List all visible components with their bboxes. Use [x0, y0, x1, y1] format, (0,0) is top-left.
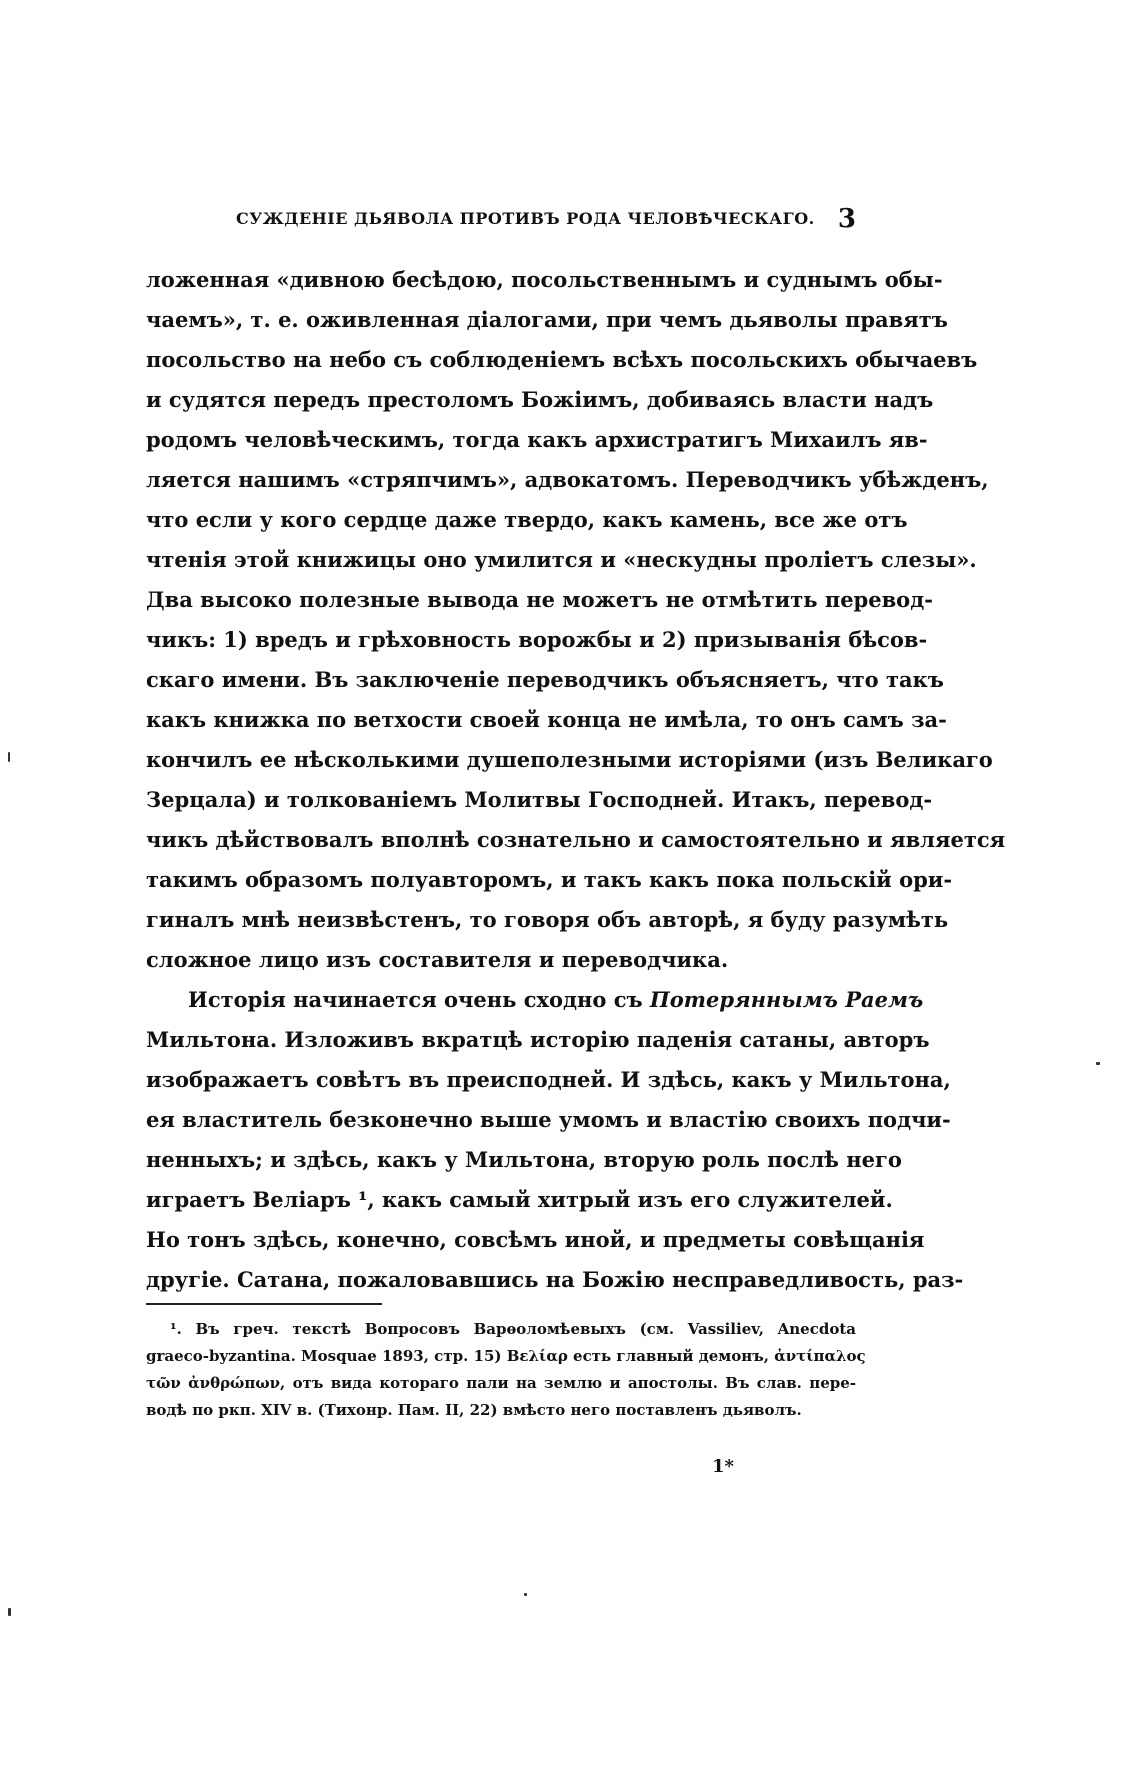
footnote-line: ¹. Въ греч. текстѣ Вопросовъ Варѳоломѣевыхъ (см. Vassiliev, Anecdota [170, 1320, 856, 1338]
footnote-line: τῶν ἀνθρώπων, отъ вида котораго пали на землю и апостолы. Въ слав. пере- [146, 1374, 856, 1392]
text-run: Исторія начинается очень сходно съ [188, 987, 650, 1012]
scan-speck [1096, 1062, 1100, 1065]
text-line: ея властитель безконечно выше умомъ и властію своихъ подчи- [146, 1107, 951, 1132]
text-line: Мильтона. Изложивъ вкратцѣ исторію паденія сатаны, авторъ [146, 1027, 930, 1052]
page-header [146, 206, 856, 240]
text-line: такимъ образомъ полуавторомъ, и такъ какъ пока польскій ори- [146, 867, 953, 892]
body-text [146, 260, 1006, 1300]
italic-title: Потеряннымъ Раемъ [649, 987, 924, 1012]
footnote-divider [146, 1303, 382, 1305]
text-line: и судятся передъ престоломъ Божіимъ, добиваясь власти надъ [146, 387, 934, 412]
text-line: ложенная «дивною бесѣдою, посольственнымъ и суднымъ обы- [146, 267, 943, 292]
text-line: посольство на небо съ соблюденіемъ всѣхъ посольскихъ обычаевъ [146, 347, 978, 372]
text-line: что если у кого сердце даже твердо, какъ камень, все же отъ [146, 507, 908, 532]
signature-mark: 1* [712, 1456, 734, 1477]
text-line: Но тонъ здѣсь, конечно, совсѣмъ иной, и предметы совѣщанія [146, 1227, 925, 1252]
text-line: гиналъ мнѣ неизвѣстенъ, то говоря объ авторѣ, я буду разумѣть [146, 907, 949, 932]
text-line: скаго имени. Въ заключеніе переводчикъ объясняетъ, что такъ [146, 667, 944, 692]
scan-speck [524, 1593, 527, 1596]
text-line: какъ книжка по ветхости своей конца не имѣла, то онъ самъ за- [146, 707, 947, 732]
text-line: другіе. Сатана, пожаловавшись на Божію несправедливость, раз- [146, 1267, 964, 1292]
text-line: Два высоко полезные вывода не можетъ не отмѣтить перевод- [146, 587, 933, 612]
text-line: чтенія этой книжицы оно умилится и «нескудны проліетъ слезы». [146, 547, 977, 572]
text-line: ненныхъ; и здѣсь, какъ у Мильтона, вторую роль послѣ него [146, 1147, 902, 1172]
page-number: 3 [837, 204, 856, 234]
text-line: родомъ человѣческимъ, тогда какъ архистратигъ Михаилъ яв- [146, 427, 928, 452]
scan-speck [8, 752, 10, 762]
text-line: чикъ: 1) вредъ и грѣховность ворожбы и 2) призыванія бѣсов- [146, 627, 928, 652]
paragraph-start-line [146, 980, 924, 1020]
text-line: играетъ Веліаръ ¹, какъ самый хитрый изъ его служителей. [146, 1187, 893, 1212]
footnote-line: graeco-byzantina. Mosquae 1893, стр. 15) Βελίαρ есть главный демонъ, ἀντίπαλος [146, 1347, 866, 1365]
scan-speck [8, 1608, 11, 1616]
footnotes [146, 1316, 866, 1424]
text-line: чикъ дѣйствовалъ вполнѣ сознательно и самостоятельно и является [146, 827, 1006, 852]
paragraph-end-line: сложное лицо изъ составителя и переводчика. [146, 947, 729, 972]
text-line: Зерцала) и толкованіемъ Молитвы Господней. Итакъ, перевод- [146, 787, 933, 812]
footnote-line: водѣ по ркп. XIV в. (Тихонр. Пам. II, 22) вмѣсто него поставленъ дьяволъ. [146, 1401, 802, 1419]
text-line: изображаетъ совѣтъ въ преисподней. И здѣсь, какъ у Мильтона, [146, 1067, 951, 1092]
text-line: чаемъ», т. е. оживленная діалогами, при чемъ дьяволы правятъ [146, 307, 948, 332]
running-head: СУЖДЕНІЕ ДЬЯВОЛА ПРОТИВЪ РОДА ЧЕЛОВѢЧЕСКАГО. [236, 209, 815, 228]
text-line: кончилъ ее нѣсколькими душеполезными исторіями (изъ Великаго [146, 747, 993, 772]
text-line: ляется нашимъ «стряпчимъ», адвокатомъ. Переводчикъ убѣжденъ, [146, 467, 989, 492]
